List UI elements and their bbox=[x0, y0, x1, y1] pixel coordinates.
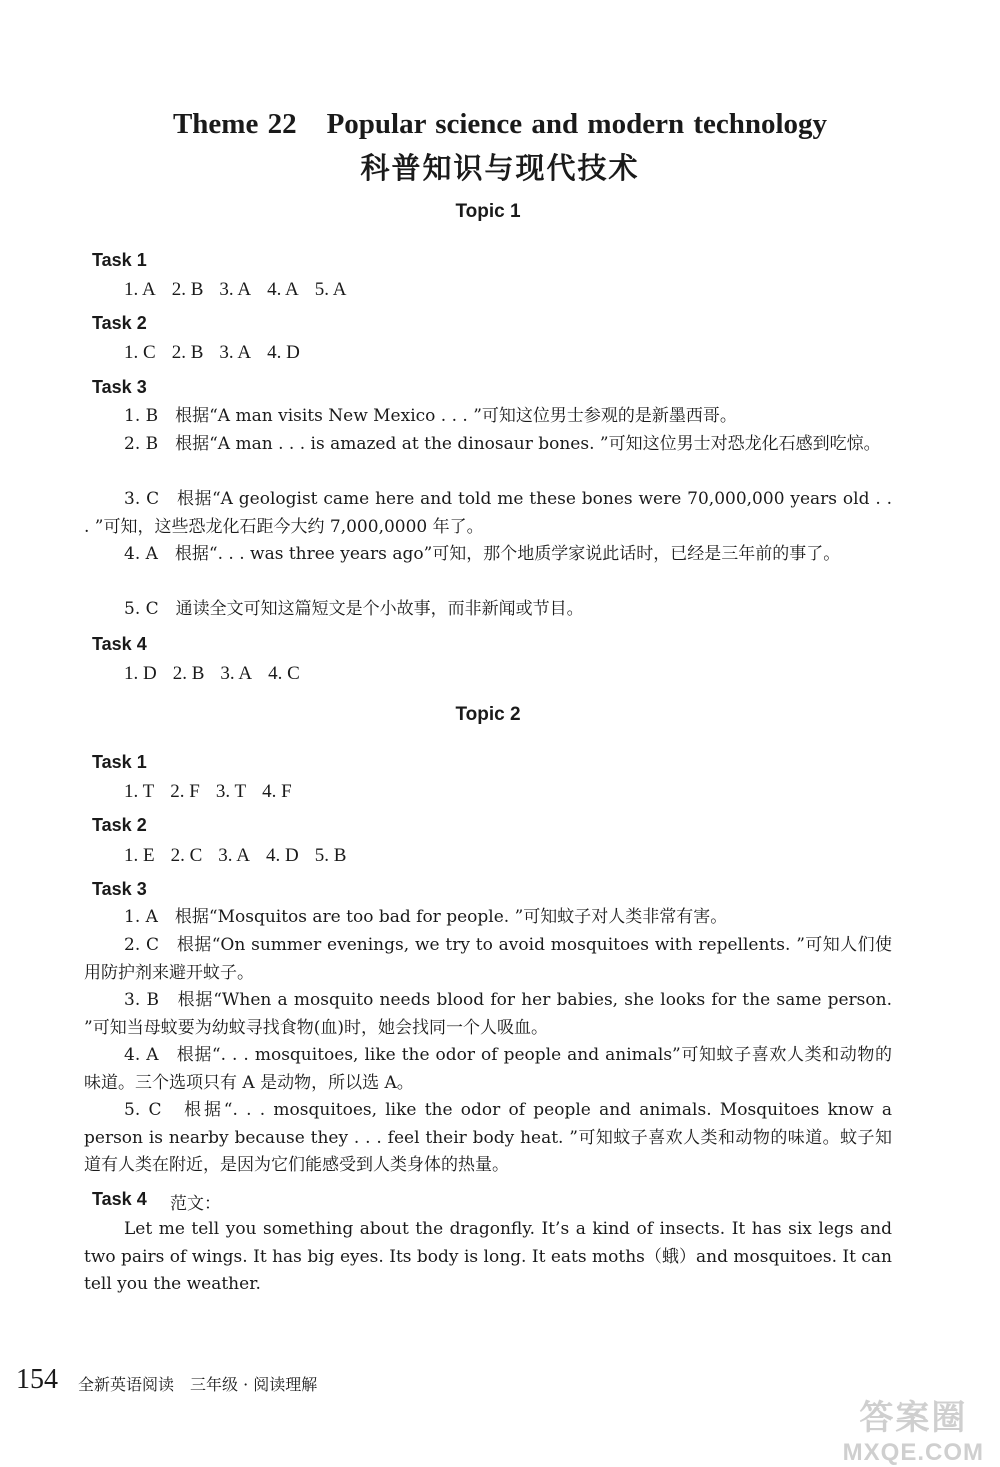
topic2-task3-item: 4. A 根据“. . . mosquitoes, like the odor of people and animals”可知蚊子喜欢人类和动物的味道。三个选项只有 A 是动物，所以选 A。 bbox=[84, 1045, 892, 1093]
topic1-task4-label: Task 4 bbox=[92, 634, 147, 654]
topic1-task2-answers: 1. C 2. B 3. A 4. D bbox=[124, 342, 300, 363]
topic2-task3-label: Task 3 bbox=[92, 879, 147, 899]
topic2-task1-label: Task 1 bbox=[92, 752, 147, 772]
topic1-task2-label: Task 2 bbox=[92, 313, 147, 333]
page-title-chinese: 科普知识与现代技术 bbox=[360, 151, 640, 185]
topic1-task3-item: 5. C 通读全文可知这篇短文是个小故事，而非新闻或节目。 bbox=[124, 599, 584, 619]
topic1-task3-item: 2. B 根据“A man . . . is amazed at the dinosaur bones. ”可知这位男士对恐龙化石感到吃惊。 bbox=[124, 434, 881, 454]
topic2-task2-label: Task 2 bbox=[92, 815, 147, 835]
topic2-task4-label: Task 4 bbox=[92, 1189, 147, 1209]
topic1-heading: Topic 1 bbox=[455, 201, 521, 222]
page-title-english bbox=[0, 108, 1000, 141]
topic1-task1-label: Task 1 bbox=[92, 250, 147, 270]
essay-label: 范文： bbox=[170, 1194, 221, 1214]
topic2-task3-item: 5. C 根据“. . . mosquitoes, like the odor of people and animals. Mosquitoes know a person is nearby because they . . . feel their body heat. ”可知蚊子喜欢人类和动物的味道。蚊子知道有人类在附近，是因为它们能感受到人类身体的热量。 bbox=[84, 1100, 892, 1175]
book-title: 全新英语阅读 三年级 · 阅读理解 bbox=[78, 1375, 318, 1394]
page-number: 154 bbox=[16, 1364, 58, 1395]
topic2-heading: Topic 2 bbox=[455, 704, 521, 725]
topic2-task3-item: 3. B 根据“When a mosquito needs blood for her babies, she looks for the same person. ”可知当母蚊要为幼蚊寻找食物(血)时，她会找同一个人吸血。 bbox=[84, 990, 892, 1038]
topic1-task3-label: Task 3 bbox=[92, 377, 147, 397]
theme-name: Popular science and modern technology bbox=[326, 108, 828, 140]
topic2-task3-item: 1. A 根据“Mosquitos are too bad for people. ”可知蚊子对人类非常有害。 bbox=[124, 907, 728, 927]
watermark-logo: 答案圈 MXQE.COM bbox=[842, 1399, 984, 1466]
topic2-task3-item: 2. C 根据“On summer evenings, we try to avoid mosquitoes with repellents. ”可知人们使用防护剂来避开蚊子。 bbox=[84, 935, 892, 983]
topic1-task3-item: 4. A 根据“. . . was three years ago”可知，那个地质学家说此话时，已经是三年前的事了。 bbox=[124, 544, 841, 564]
topic1-task1-answers: 1. A 2. B 3. A 4. A 5. A bbox=[124, 279, 347, 300]
sample-essay: Let me tell you something about the dragonfly. It’s a kind of insects. It has six legs and two pairs of wings. It has big eyes. Its body is long. It eats moths（蛾）and mosquitoes. It can tell you the weather. bbox=[84, 1219, 892, 1294]
theme-number: Theme 22 bbox=[172, 108, 297, 140]
topic1-task4-answers: 1. D 2. B 3. A 4. C bbox=[124, 663, 300, 684]
topic2-task2-answers: 1. E 2. C 3. A 4. D 5. B bbox=[124, 845, 347, 866]
topic1-task3-item: 1. B 根据“A man visits New Mexico . . . ”可知这位男士参观的是新墨西哥。 bbox=[124, 406, 737, 426]
topic2-task1-answers: 1. T 2. F 3. T 4. F bbox=[124, 781, 292, 802]
topic1-task3-item: 3. C 根据“A geologist came here and told me these bones were 70,000,000 years old . . . ”可知，这些恐龙化石距今大约 7,000,0000 年了。 bbox=[84, 489, 892, 537]
